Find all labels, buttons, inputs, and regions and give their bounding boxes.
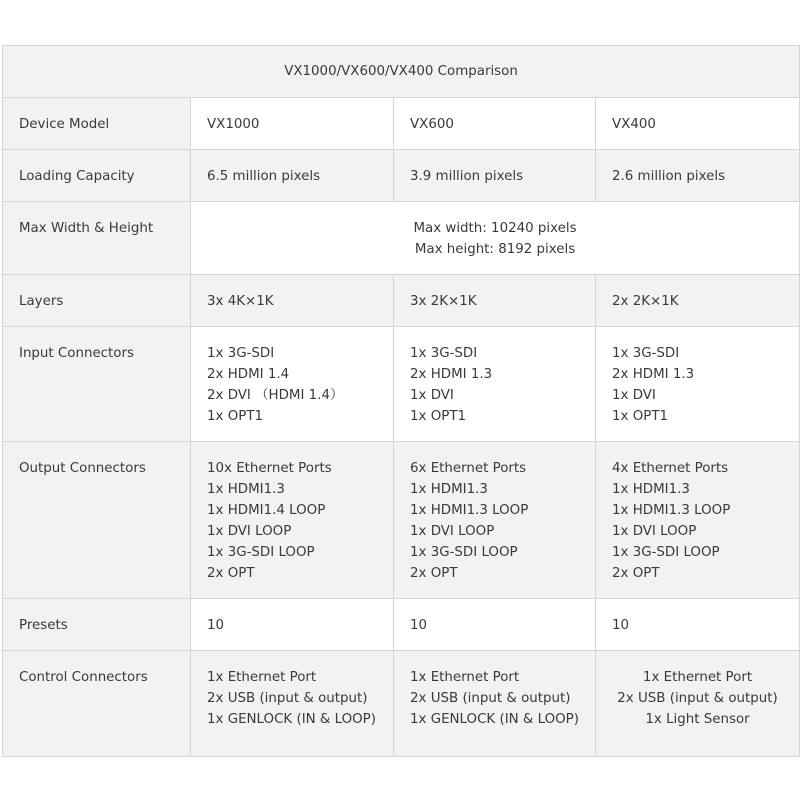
cell-vx600: 10 bbox=[394, 599, 596, 651]
cell-vx1000: 6.5 million pixels bbox=[191, 150, 394, 202]
max-width-text: Max width: 10240 pixels bbox=[413, 221, 577, 236]
row-label: Layers bbox=[3, 275, 191, 327]
cell-vx1000: VX1000 bbox=[191, 98, 394, 150]
row-label: Max Width & Height bbox=[3, 202, 191, 275]
cell-vx1000: 1x 3G-SDI 2x HDMI 1.4 2x DVI （HDMI 1.4） 1x OPT1 bbox=[191, 327, 394, 442]
cell-vx400: VX400 bbox=[596, 98, 800, 150]
cell-vx600: 3.9 million pixels bbox=[394, 150, 596, 202]
cell-vx600: 3x 2K×1K bbox=[394, 275, 596, 327]
cell-vx400: 1x Ethernet Port 2x USB (input & output) 1x Light Sensor bbox=[596, 651, 800, 757]
row-output-connectors bbox=[3, 442, 800, 599]
cell-vx400: 10 bbox=[596, 599, 800, 651]
row-label: Input Connectors bbox=[3, 327, 191, 442]
row-device-model bbox=[3, 98, 800, 150]
cell-vx1000: 10 bbox=[191, 599, 394, 651]
cell-vx600: 1x 3G-SDI 2x HDMI 1.3 1x DVI 1x OPT1 bbox=[394, 327, 596, 442]
cell-vx400: 2x 2K×1K bbox=[596, 275, 800, 327]
row-max-width-height bbox=[3, 202, 800, 275]
cell-vx400: 1x 3G-SDI 2x HDMI 1.3 1x DVI 1x OPT1 bbox=[596, 327, 800, 442]
row-loading-capacity bbox=[3, 150, 800, 202]
cell-vx600: 1x Ethernet Port 2x USB (input & output) 1x GENLOCK (IN & LOOP) bbox=[394, 651, 596, 757]
row-input-connectors bbox=[3, 327, 800, 442]
table-title: VX1000/VX600/VX400 Comparison bbox=[3, 46, 800, 98]
row-label: Control Connectors bbox=[3, 651, 191, 757]
row-label: Loading Capacity bbox=[3, 150, 191, 202]
cell-vx600: 6x Ethernet Ports 1x HDMI1.3 1x HDMI1.3 LOOP 1x DVI LOOP 1x 3G-SDI LOOP 2x OPT bbox=[394, 442, 596, 599]
cell-vx1000: 3x 4K×1K bbox=[191, 275, 394, 327]
cell-vx400: 4x Ethernet Ports 1x HDMI1.3 1x HDMI1.3 LOOP 1x DVI LOOP 1x 3G-SDI LOOP 2x OPT bbox=[596, 442, 800, 599]
row-presets bbox=[3, 599, 800, 651]
max-height-text: Max height: 8192 pixels bbox=[414, 242, 576, 257]
cell-vx1000: 10x Ethernet Ports 1x HDMI1.3 1x HDMI1.4 LOOP 1x DVI LOOP 1x 3G-SDI LOOP 2x OPT bbox=[191, 442, 394, 599]
row-label: Device Model bbox=[3, 98, 191, 150]
comparison-table bbox=[2, 45, 800, 757]
cell-max-dimensions bbox=[191, 202, 800, 275]
row-layers bbox=[3, 275, 800, 327]
title-row bbox=[3, 46, 800, 98]
row-label: Output Connectors bbox=[3, 442, 191, 599]
cell-vx400: 2.6 million pixels bbox=[596, 150, 800, 202]
row-label: Presets bbox=[3, 599, 191, 651]
cell-vx600: VX600 bbox=[394, 98, 596, 150]
cell-vx1000: 1x Ethernet Port 2x USB (input & output) 1x GENLOCK (IN & LOOP) bbox=[191, 651, 394, 757]
row-control-connectors bbox=[3, 651, 800, 757]
